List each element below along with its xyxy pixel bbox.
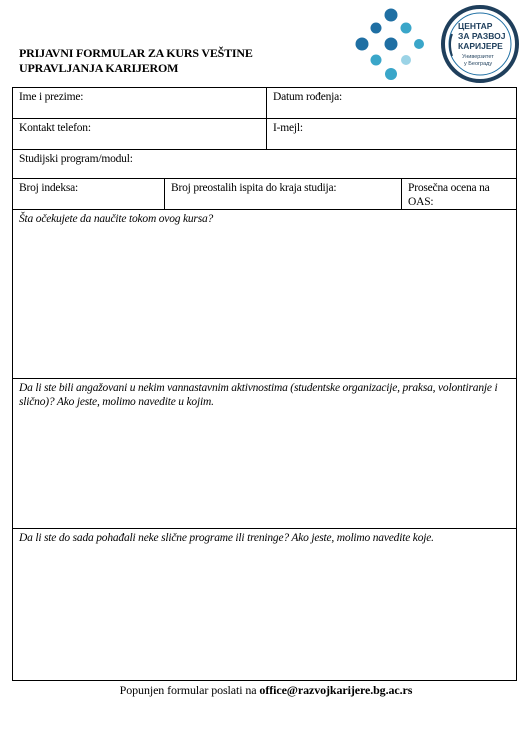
logo-dot bbox=[371, 55, 382, 66]
full-name-label: Ime i prezime: bbox=[19, 91, 84, 103]
form-row-question-2 bbox=[13, 379, 516, 529]
exams-left-field[interactable] bbox=[164, 179, 401, 209]
submission-email: office@razvojkarijere.bg.ac.rs bbox=[259, 683, 413, 697]
form-row-phone-email bbox=[13, 119, 516, 150]
extracurricular-answer-area[interactable] bbox=[13, 379, 516, 528]
email-field[interactable] bbox=[266, 119, 516, 149]
phone-label: Kontakt telefon: bbox=[19, 122, 91, 134]
form-row-study-program bbox=[13, 150, 516, 179]
prior-programs-answer-area[interactable] bbox=[13, 529, 516, 680]
logo-dot bbox=[371, 23, 382, 34]
study-program-label: Studijski program/modul: bbox=[19, 153, 133, 165]
full-name-field[interactable] bbox=[13, 88, 266, 118]
extracurricular-question: Da li ste bili angažovani u nekim vannastavnim aktivnostima (studentske organizacije, praksa, volontiranje i slično)? Ako jeste, molimo navedite u kojim. bbox=[19, 382, 498, 408]
average-grade-field[interactable] bbox=[401, 179, 516, 209]
birth-date-label: Datum rođenja: bbox=[273, 91, 343, 103]
form-title-line-1: PRIJAVNI FORMULAR ZA KURS VEŠTINE bbox=[19, 46, 253, 60]
form-row-name-birthdate bbox=[13, 88, 516, 119]
email-label: I-mejl: bbox=[273, 122, 303, 134]
seal-line-4: Универзитет bbox=[462, 54, 494, 60]
form-row-index-exams-grade bbox=[13, 179, 516, 210]
expectations-question: Šta očekujete da naučite tokom ovog kursa? bbox=[19, 213, 214, 225]
birth-date-field[interactable] bbox=[266, 88, 516, 118]
average-grade-label-line-2: OAS: bbox=[408, 196, 434, 208]
seal-line-1: ЦЕНТАР bbox=[458, 21, 493, 31]
logo-dot bbox=[385, 38, 398, 51]
submission-note-text: Popunjen formular poslati na bbox=[119, 683, 260, 697]
prior-programs-question: Da li ste do sada pohađali neke slične programe ili treninge? Ako jeste, molimo navedite koje. bbox=[19, 532, 434, 544]
application-form bbox=[12, 87, 517, 681]
career-center-dots-logo bbox=[352, 6, 432, 82]
form-row-question-3 bbox=[13, 529, 516, 680]
logo-dot bbox=[401, 23, 412, 34]
submission-note bbox=[0, 683, 532, 698]
form-row-question-1 bbox=[13, 210, 516, 379]
exams-left-label: Broj preostalih ispita do kraja studija: bbox=[171, 182, 337, 194]
seal-line-3: КАРИЈЕРЕ bbox=[458, 41, 503, 51]
index-number-field[interactable] bbox=[13, 179, 164, 209]
form-title bbox=[19, 46, 319, 76]
seal-line-5: у Београду bbox=[464, 61, 493, 67]
form-title-line-2: UPRAVLJANJA KARIJEROM bbox=[19, 61, 179, 75]
average-grade-label-line-1: Prosečna ocena na bbox=[408, 182, 490, 194]
phone-field[interactable] bbox=[13, 119, 266, 149]
index-number-label: Broj indeksa: bbox=[19, 182, 79, 194]
logo-dot bbox=[385, 68, 397, 80]
seal-line-2: ЗА РАЗВОЈ bbox=[458, 31, 506, 41]
logo-dot bbox=[356, 38, 369, 51]
logo-dot bbox=[385, 9, 398, 22]
study-program-field[interactable] bbox=[13, 150, 516, 178]
university-seal-logo bbox=[440, 4, 520, 84]
logo-dot bbox=[401, 55, 411, 65]
logo-dot bbox=[414, 39, 424, 49]
expectations-answer-area[interactable] bbox=[13, 210, 516, 378]
